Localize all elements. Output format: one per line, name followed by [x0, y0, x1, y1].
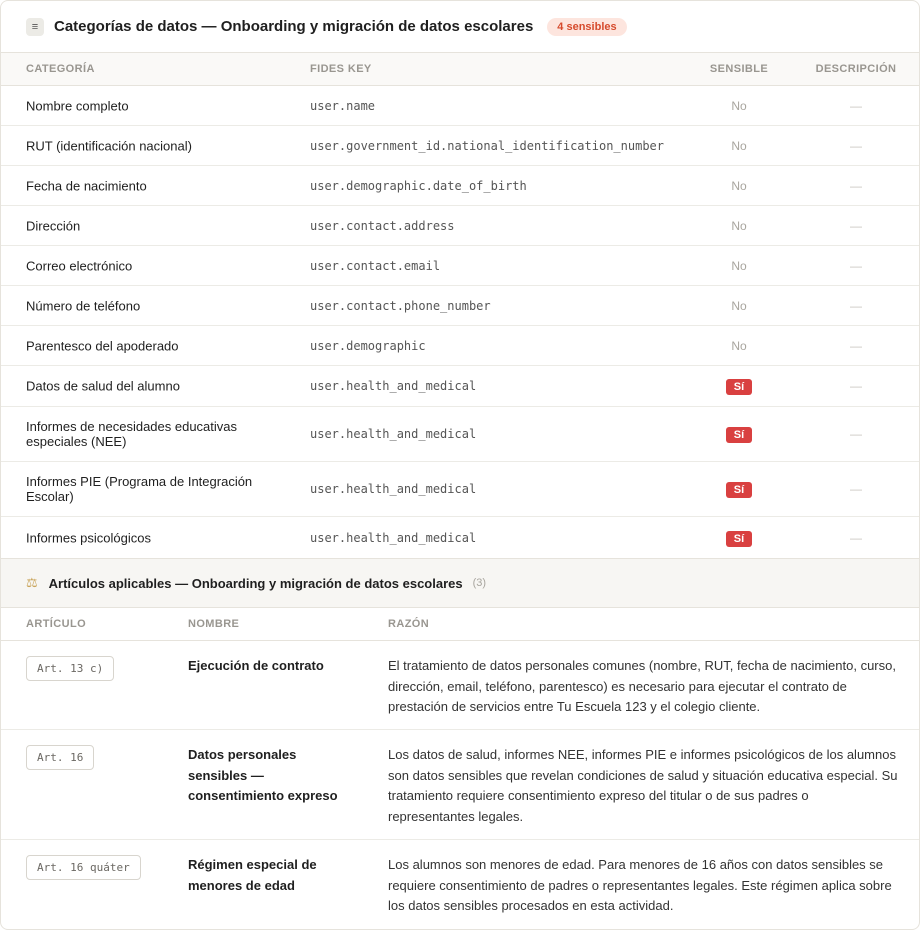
category-name: Fecha de nacimiento [26, 178, 147, 193]
categories-title: Categorías de datos — Onboarding y migración de datos escolares [54, 18, 534, 35]
column-header-category: CATEGORÍA [26, 63, 95, 75]
table-row [1, 126, 919, 166]
article-row [1, 641, 919, 730]
sensitive-no: No [731, 258, 747, 273]
category-name: Informes PIE (Programa de Integración Escolar) [26, 474, 253, 504]
description-empty: — [850, 338, 862, 353]
articles-title: Artículos aplicables — Onboarding y migración de datos escolares [48, 575, 463, 591]
article-badge: Art. 16 quáter [26, 855, 141, 880]
table-row [1, 246, 919, 286]
category-name: Dirección [26, 218, 81, 233]
category-name: Número de teléfono [26, 298, 141, 313]
categories-table-header [1, 53, 919, 86]
description-empty: — [850, 530, 862, 545]
article-name: Régimen especial de menores de edad [188, 857, 317, 893]
table-row [1, 166, 919, 206]
column-header-description: DESCRIPCIÓN [815, 63, 897, 75]
table-row [1, 407, 919, 462]
sensitive-yes-badge: Sí [726, 482, 752, 498]
table-row [1, 326, 919, 366]
category-name: Informes psicológicos [26, 530, 151, 545]
fides-key: user.demographic.date_of_birth [310, 178, 527, 193]
sensitive-no: No [731, 338, 747, 353]
column-header-sensitive: SENSIBLE [709, 63, 769, 75]
article-reason: El tratamiento de datos personales comunes (nombre, RUT, fecha de nacimiento, curso, dirección, email, teléfono, parentesco) es necesario para ejecutar el contrato de prestación de servicios entre Tu Escuela 123 y el colegio cliente. [388, 658, 896, 714]
category-name: Correo electrónico [26, 258, 133, 273]
description-empty: — [850, 298, 862, 313]
description-empty: — [850, 218, 862, 233]
description-empty: — [850, 427, 862, 441]
article-reason: Los datos de salud, informes NEE, informes PIE e informes psicológicos de los alumnos son datos sensibles que revelan condiciones de salud y situación educativa especial. Su tratamiento requiere consentimiento expreso del titular o de sus padres o representantes legales. [388, 747, 898, 824]
fides-key: user.health_and_medical [310, 530, 477, 545]
description-empty: — [850, 178, 862, 193]
articles-header [1, 558, 919, 608]
fides-key: user.name [310, 98, 376, 113]
category-name: Parentesco del apoderado [26, 338, 179, 353]
description-empty: — [850, 258, 862, 273]
article-name: Ejecución de contrato [188, 658, 324, 673]
sensitive-yes-badge: Sí [726, 531, 752, 547]
article-row [1, 730, 919, 840]
hamburger-icon[interactable]: ≡ [26, 18, 44, 36]
article-reason: Los alumnos son menores de edad. Para menores de 16 años con datos sensibles se requiere consentimiento de padres o representantes legales. Este régimen aplica sobre los datos sensibles procesados en esta actividad. [388, 857, 892, 913]
description-empty: — [850, 379, 862, 393]
description-empty: — [850, 138, 862, 153]
column-header-reason: RAZÓN [388, 618, 430, 630]
sensitive-count-badge: 4 sensibles [547, 18, 626, 36]
sensitive-no: No [731, 98, 747, 113]
table-row [1, 206, 919, 246]
article-badge: Art. 13 c) [26, 656, 114, 681]
fides-key: user.health_and_medical [310, 482, 477, 496]
fides-key: user.contact.phone_number [310, 298, 491, 313]
sensitive-no: No [731, 138, 747, 153]
table-row [1, 462, 919, 517]
category-name: RUT (identificación nacional) [26, 138, 192, 153]
category-name: Nombre completo [26, 98, 129, 113]
fides-key: user.health_and_medical [310, 427, 477, 441]
fides-key: user.contact.address [310, 218, 455, 233]
sensitive-yes-badge: Sí [726, 379, 752, 395]
category-name: Informes de necesidades educativas especiales (NEE) [26, 419, 238, 449]
fides-key: user.government_id.national_identification_number [310, 138, 665, 153]
fides-key: user.health_and_medical [310, 379, 477, 393]
sensitive-no: No [731, 298, 747, 313]
article-name: Datos personales sensibles — consentimiento expreso [188, 747, 338, 803]
sensitive-yes-badge: Sí [726, 427, 752, 443]
fides-key: user.contact.email [310, 258, 441, 273]
category-name: Datos de salud del alumno [26, 378, 180, 394]
table-row [1, 286, 919, 326]
sensitive-no: No [731, 218, 747, 233]
articles-table-header [1, 608, 919, 641]
description-empty: — [850, 98, 862, 113]
articles-count: (3) [472, 577, 487, 589]
sensitive-no: No [731, 178, 747, 193]
categories-header [1, 1, 919, 53]
article-badge: Art. 16 [26, 745, 94, 770]
table-row [1, 86, 919, 126]
fides-key: user.demographic [310, 338, 426, 353]
scale-icon: ⚖ [26, 575, 38, 590]
table-row [1, 517, 919, 558]
table-row [1, 366, 919, 407]
description-empty: — [850, 482, 862, 496]
column-header-fides-key: FIDES KEY [310, 63, 372, 75]
article-row [1, 840, 919, 929]
column-header-article: ARTÍCULO [26, 618, 87, 630]
column-header-name: NOMBRE [188, 618, 240, 630]
